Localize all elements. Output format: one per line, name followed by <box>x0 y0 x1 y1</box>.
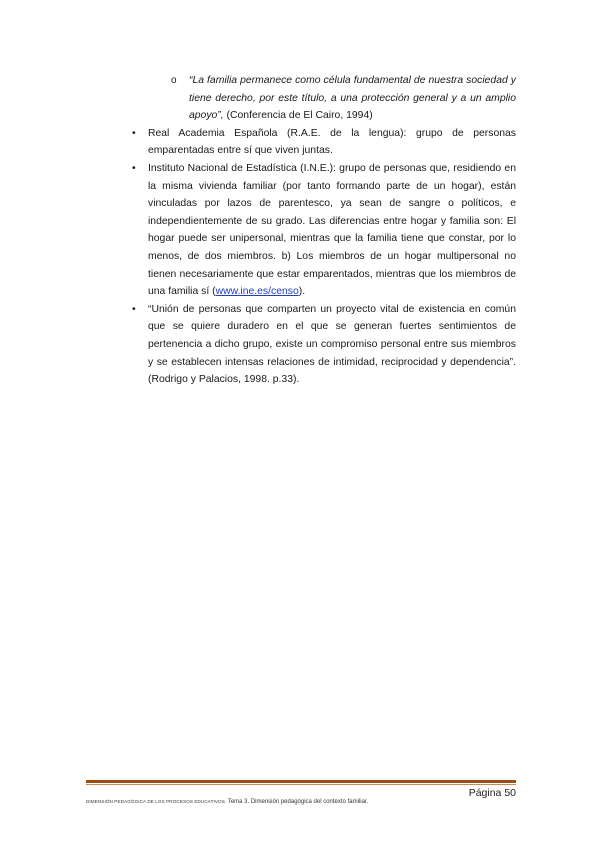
bullet-text-rodrigo-palacios: “Unión de personas que comparten un proyecto vital de existencia en común que se quiere duradero en el que se generan fuertes sentimientos de pertenencia a dicho grupo, existe un compromiso personal entre sus miembros y se establecen intensas relaciones de intimidad, reciprocidad y dependencia”. (Rodrigo y Palacios, 1998. p.33). <box>148 303 516 386</box>
cairo-citation: (Conferencia de El Cairo, 1994) <box>223 110 373 122</box>
sub-list-item-cairo-quote <box>171 72 516 125</box>
ine-censo-link[interactable]: www.ine.es/censo <box>215 286 299 298</box>
bullet-marker: • <box>132 162 136 174</box>
bullet-marker: • <box>132 303 136 315</box>
bullet-item-rodrigo-palacios <box>132 301 516 389</box>
footer-course-name: DIMENSIÓN PEDAGÓGICA DE LOS PROCESOS EDUCATIVOS. <box>86 799 227 804</box>
bullet-marker: • <box>132 127 136 139</box>
page-footer <box>86 787 516 803</box>
footer-rule-thin <box>86 784 516 785</box>
footer-rule <box>86 780 516 783</box>
page-content <box>131 72 516 389</box>
circle-bullet-marker: o <box>171 75 177 86</box>
footer-topic: Tema 3. Dimensión pedagógica del contexto familiar. <box>226 799 369 805</box>
footer-course-title <box>86 790 368 808</box>
bullet-item-ine <box>132 160 516 301</box>
bullet-item-rae <box>132 125 516 160</box>
cairo-quote-text: “La familia permanece como célula fundamental de nuestra sociedad y tiene derecho, por este título, a una protección general y a un amplio apoyo”, <box>189 75 516 122</box>
bullet-text-ine: Instituto Nacional de Estadística (I.N.E.): grupo de personas que, residiendo en la misma vivienda familiar (por tanto formando parte de un hogar), están vinculadas por lazos de parentesco, ya sean de sangre o políticos, e independientemente de su grado. Las diferencias entre hogar y familia son: El hogar puede ser unipersonal, mientras que la familia tiene que constar, por lo menos, de dos miembros. b) Los miembros de un hogar multipersonal no tienen necesariamente que estar emparentados, mientras que los miembros de una familia sí ( <box>148 162 516 298</box>
bullet-text-rae: Real Academia Española (R.A.E. de la lengua): grupo de personas emparentadas entre sí que viven juntas. <box>148 127 516 157</box>
page-number: Página 50 <box>468 787 516 799</box>
bullet-text-ine-end: ). <box>298 286 306 298</box>
